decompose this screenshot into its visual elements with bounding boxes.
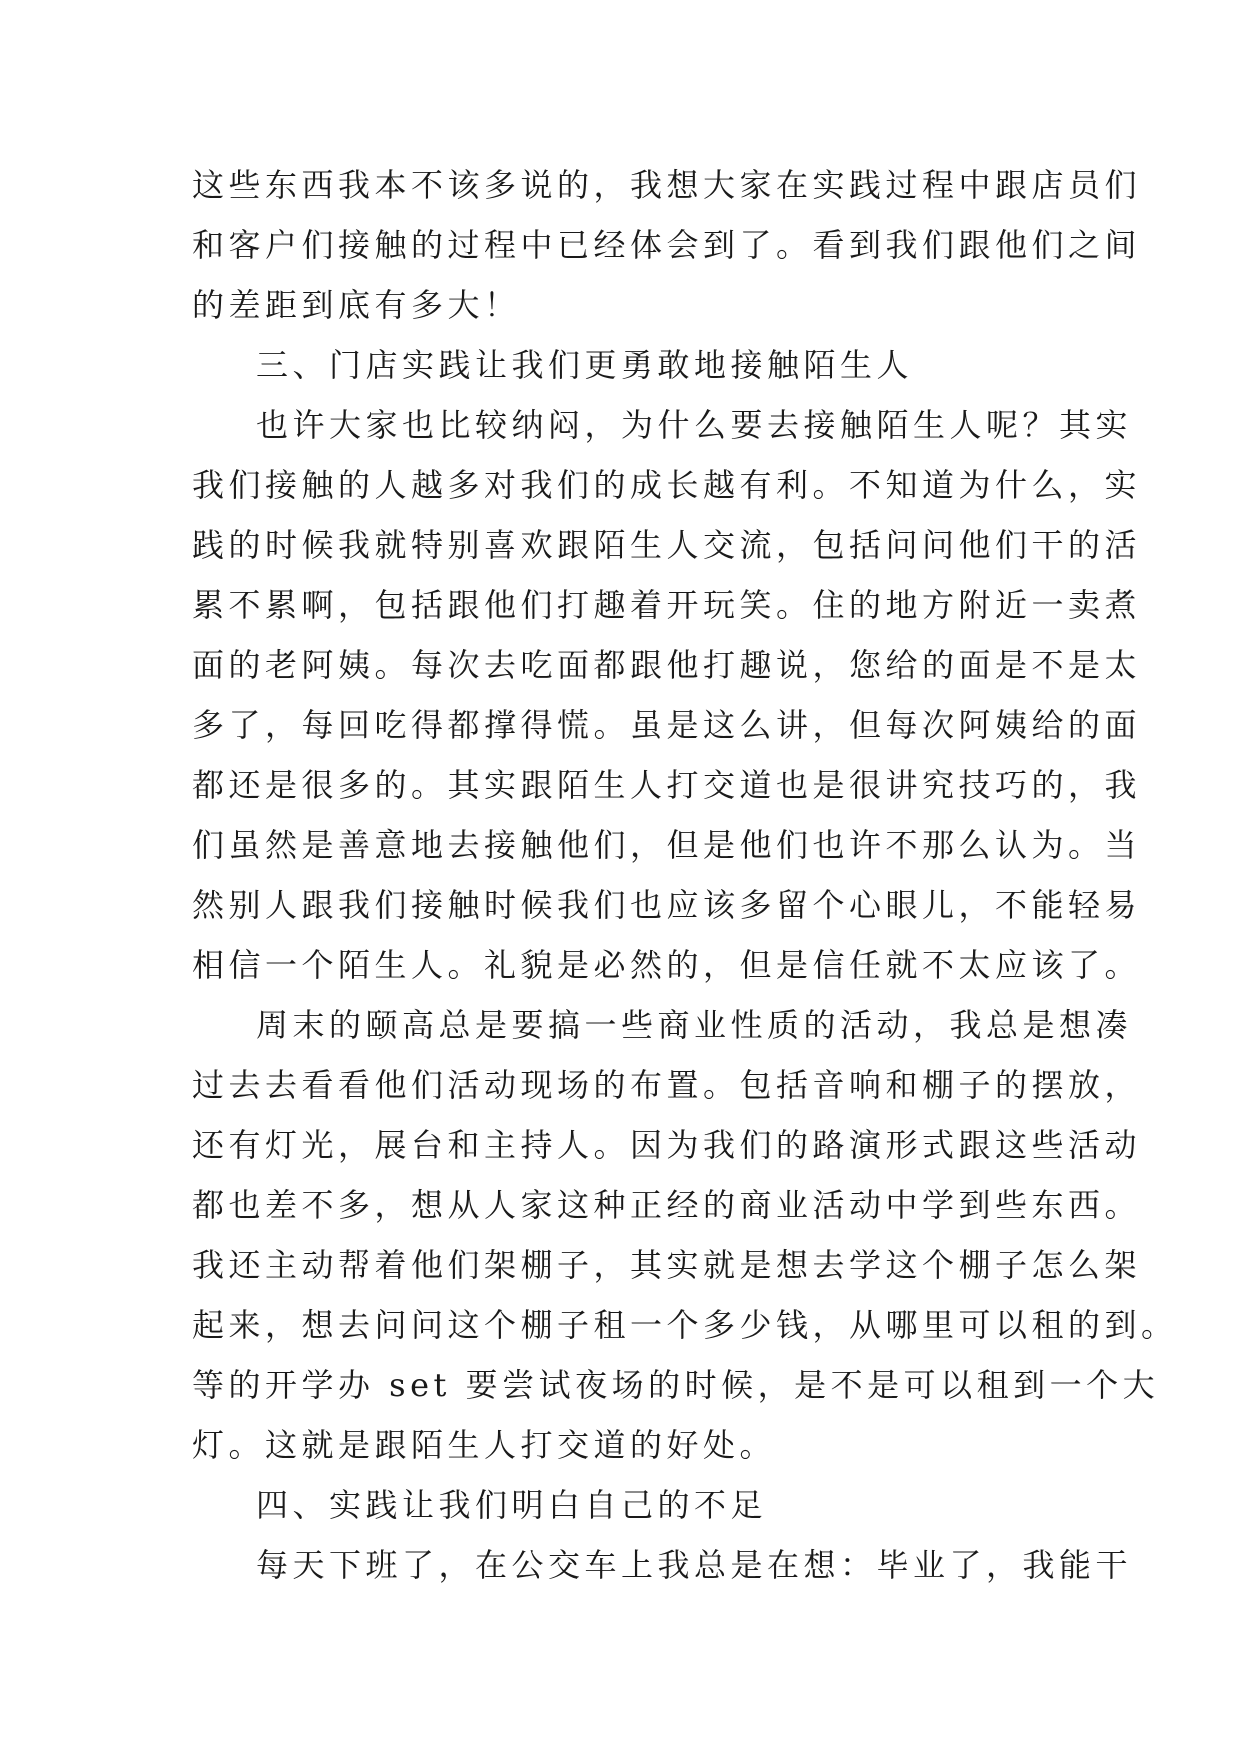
text-line: 也许大家也比较纳闷，为什么要去接触陌生人呢？其实 bbox=[256, 406, 1133, 444]
text-line: 然别人跟我们接触时候我们也应该多留个心眼儿，不能轻易 bbox=[192, 886, 1142, 924]
text-line: 等的开学办 set 要尝试夜场的时候，是不是可以租到一个大 bbox=[192, 1366, 1160, 1404]
text-line: 都也差不多，想从人家这种正经的商业活动中学到些东西。 bbox=[192, 1186, 1142, 1224]
text-line: 的差距到底有多大！ bbox=[192, 286, 521, 324]
text-line: 周末的颐高总是要搞一些商业性质的活动，我总是想凑 bbox=[256, 1006, 1133, 1044]
text-line: 我还主动帮着他们架棚子，其实就是想去学这个棚子怎么架 bbox=[192, 1246, 1142, 1284]
text-line: 我们接触的人越多对我们的成长越有利。不知道为什么，实 bbox=[192, 466, 1142, 504]
text-line: 还有灯光，展台和主持人。因为我们的路演形式跟这些活动 bbox=[192, 1126, 1142, 1164]
text-line: 累不累啊，包括跟他们打趣着开玩笑。住的地方附近一卖煮 bbox=[192, 586, 1142, 624]
text-line: 践的时候我就特别喜欢跟陌生人交流，包括问问他们干的活 bbox=[192, 526, 1142, 564]
document-body bbox=[192, 155, 1178, 1595]
text-line: 们虽然是善意地去接触他们，但是他们也许不那么认为。当 bbox=[192, 826, 1142, 864]
section-heading: 三、门店实践让我们更勇敢地接触陌生人 bbox=[256, 346, 914, 384]
section-heading: 四、实践让我们明白自己的不足 bbox=[256, 1486, 768, 1524]
text-line: 相信一个陌生人。礼貌是必然的，但是信任就不太应该了。 bbox=[192, 946, 1142, 984]
text-line: 和客户们接触的过程中已经体会到了。看到我们跟他们之间 bbox=[192, 226, 1142, 264]
text-line: 起来，想去问问这个棚子租一个多少钱，从哪里可以租的到。 bbox=[192, 1306, 1178, 1344]
text-line: 灯。这就是跟陌生人打交道的好处。 bbox=[192, 1426, 777, 1464]
text-line: 这些东西我本不该多说的，我想大家在实践过程中跟店员们 bbox=[192, 166, 1142, 204]
text-line: 每天下班了，在公交车上我总是在想：毕业了，我能干 bbox=[256, 1546, 1133, 1584]
text-line: 都还是很多的。其实跟陌生人打交道也是很讲究技巧的，我 bbox=[192, 766, 1142, 804]
text-line: 过去去看看他们活动现场的布置。包括音响和棚子的摆放， bbox=[192, 1066, 1142, 1104]
text-line: 多了，每回吃得都撑得慌。虽是这么讲，但每次阿姨给的面 bbox=[192, 706, 1142, 744]
text-line: 面的老阿姨。每次去吃面都跟他打趣说，您给的面是不是太 bbox=[192, 646, 1142, 684]
